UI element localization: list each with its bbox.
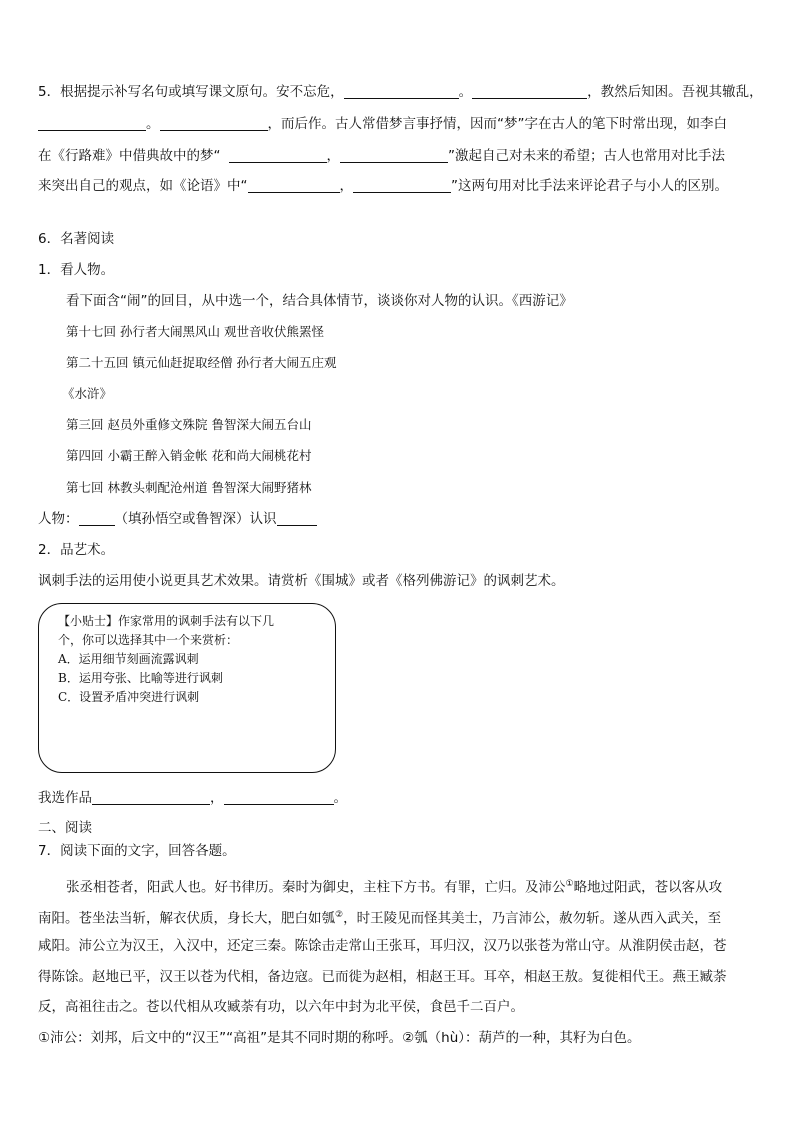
q6-title: 6．名著阅读: [38, 231, 115, 247]
passage-line-1: 张丞相苍者，阳武人也。好书律历。秦时为御史，主柱下方书。有罪，亡归。及沛公①略地过阳武，苍以客从攻: [66, 879, 723, 896]
answer-blank[interactable]: [224, 789, 334, 805]
q6-part2-text: 讽刺手法的运用使小说更具艺术效果。请赏析《围城》或者《格列佛游记》的讽刺艺术。: [38, 573, 565, 589]
chapter-xiyou-17: 第十七回 孙行者大闹黑风山 观世音收伏熊罴怪: [66, 324, 324, 339]
answer-blank[interactable]: [344, 83, 459, 99]
tip-option-a: A．运用细节刻画流露讽刺: [58, 652, 199, 666]
answer-blank[interactable]: [92, 789, 210, 805]
q6-part1-title: 1．看人物。: [38, 262, 115, 278]
passage-line-3: 咸阳。沛公立为汉王，入汉中，还定三秦。陈馀击走常山王张耳，耳归汉，汉乃以张苍为常山守。从淮阴侯击赵，苍: [38, 938, 727, 954]
passage-line-5: 反，高祖往击之。苍以代相从攻臧荼有功，以六年中封为北平侯，食邑千二百户。: [38, 999, 524, 1015]
q5-line-4: 来突出自己的观点，如《论语》中“ ， ”这两句用对比手法来评论君子与小人的区别。: [38, 178, 728, 194]
tip-option-c: C．设置矛盾冲突进行讽刺: [58, 690, 200, 704]
answer-blank[interactable]: [160, 115, 268, 131]
answer-blank[interactable]: [248, 177, 340, 193]
tip-line-1: 【小贴士】作家常用的讽刺手法有以下几: [58, 614, 275, 628]
q5-line-3: 在《行路难》中借典故中的梦“ ， ”激起自己对未来的希望；古人也常用对比手法: [38, 148, 725, 164]
chapter-shuihu-7: 第七回 林教头刺配沧州道 鲁智深大闹野猪林: [66, 480, 312, 495]
tip-line-2: 个，你可以选择其中一个来赏析：: [58, 633, 239, 647]
answer-blank[interactable]: [353, 177, 451, 193]
passage-line-4: 得陈馀。赵地已平，汉王以苍为代相，备边寇。已而徙为赵相，相赵王耳。耳卒，相赵王敖。复徙相代王。燕王臧荼: [38, 969, 727, 985]
q5-line-1: 5．根据提示补写名句或填写课文原句。安不忘危， 。 ，教然后知困。吾视其辙乱，: [38, 84, 763, 100]
choose-work-line: 我选作品 ， 。: [38, 790, 347, 806]
q7-title: 7．阅读下面的文字，回答各题。: [38, 843, 236, 859]
person-line: 人物： （填孙悟空或鲁智深）认识: [38, 509, 317, 529]
chapter-shuihu-3: 第三回 赵员外重修文殊院 鲁智深大闹五台山: [66, 417, 312, 432]
answer-blank[interactable]: [229, 147, 327, 163]
answer-blank[interactable]: [38, 115, 146, 131]
section-reading: 二、阅读: [38, 820, 92, 836]
chapter-shuihu-4: 第四回 小霸王醉入销金帐 花和尚大闹桃花村: [66, 448, 312, 463]
q6-intro: 看下面含“闹”的回目，从中选一个，结合具体情节，谈谈你对人物的认识。《西游记》: [66, 293, 573, 309]
answer-blank[interactable]: [277, 510, 317, 526]
answer-blank[interactable]: [79, 510, 115, 526]
chapter-xiyou-25: 第二十五回 镇元仙赶捉取经僧 孙行者大闹五庄观: [66, 355, 337, 370]
answer-blank[interactable]: [340, 147, 448, 163]
q5-line-2: 。 ，而后作。古人常借梦言事抒情，因而“梦”字在古人的笔下时常出现，如李白: [38, 114, 727, 134]
shuihu-title: 《水浒》: [62, 386, 113, 401]
passage-line-2: 南阳。苍坐法当斩，解衣伏质，身长大，肥白如瓠②，时王陵见而怪其美士，乃言沛公，赦勿斩。遂从西入武关，至: [38, 910, 722, 927]
footnote: ①沛公：刘邦，后文中的“汉王”“高祖”是其不同时期的称呼。②瓠（hù）：葫芦的一种，其籽为白色。: [38, 1030, 641, 1046]
tip-option-b: B．运用夸张、比喻等进行讽刺: [58, 671, 223, 685]
answer-blank[interactable]: [472, 83, 587, 99]
q6-part2-title: 2．品艺术。: [38, 542, 115, 558]
